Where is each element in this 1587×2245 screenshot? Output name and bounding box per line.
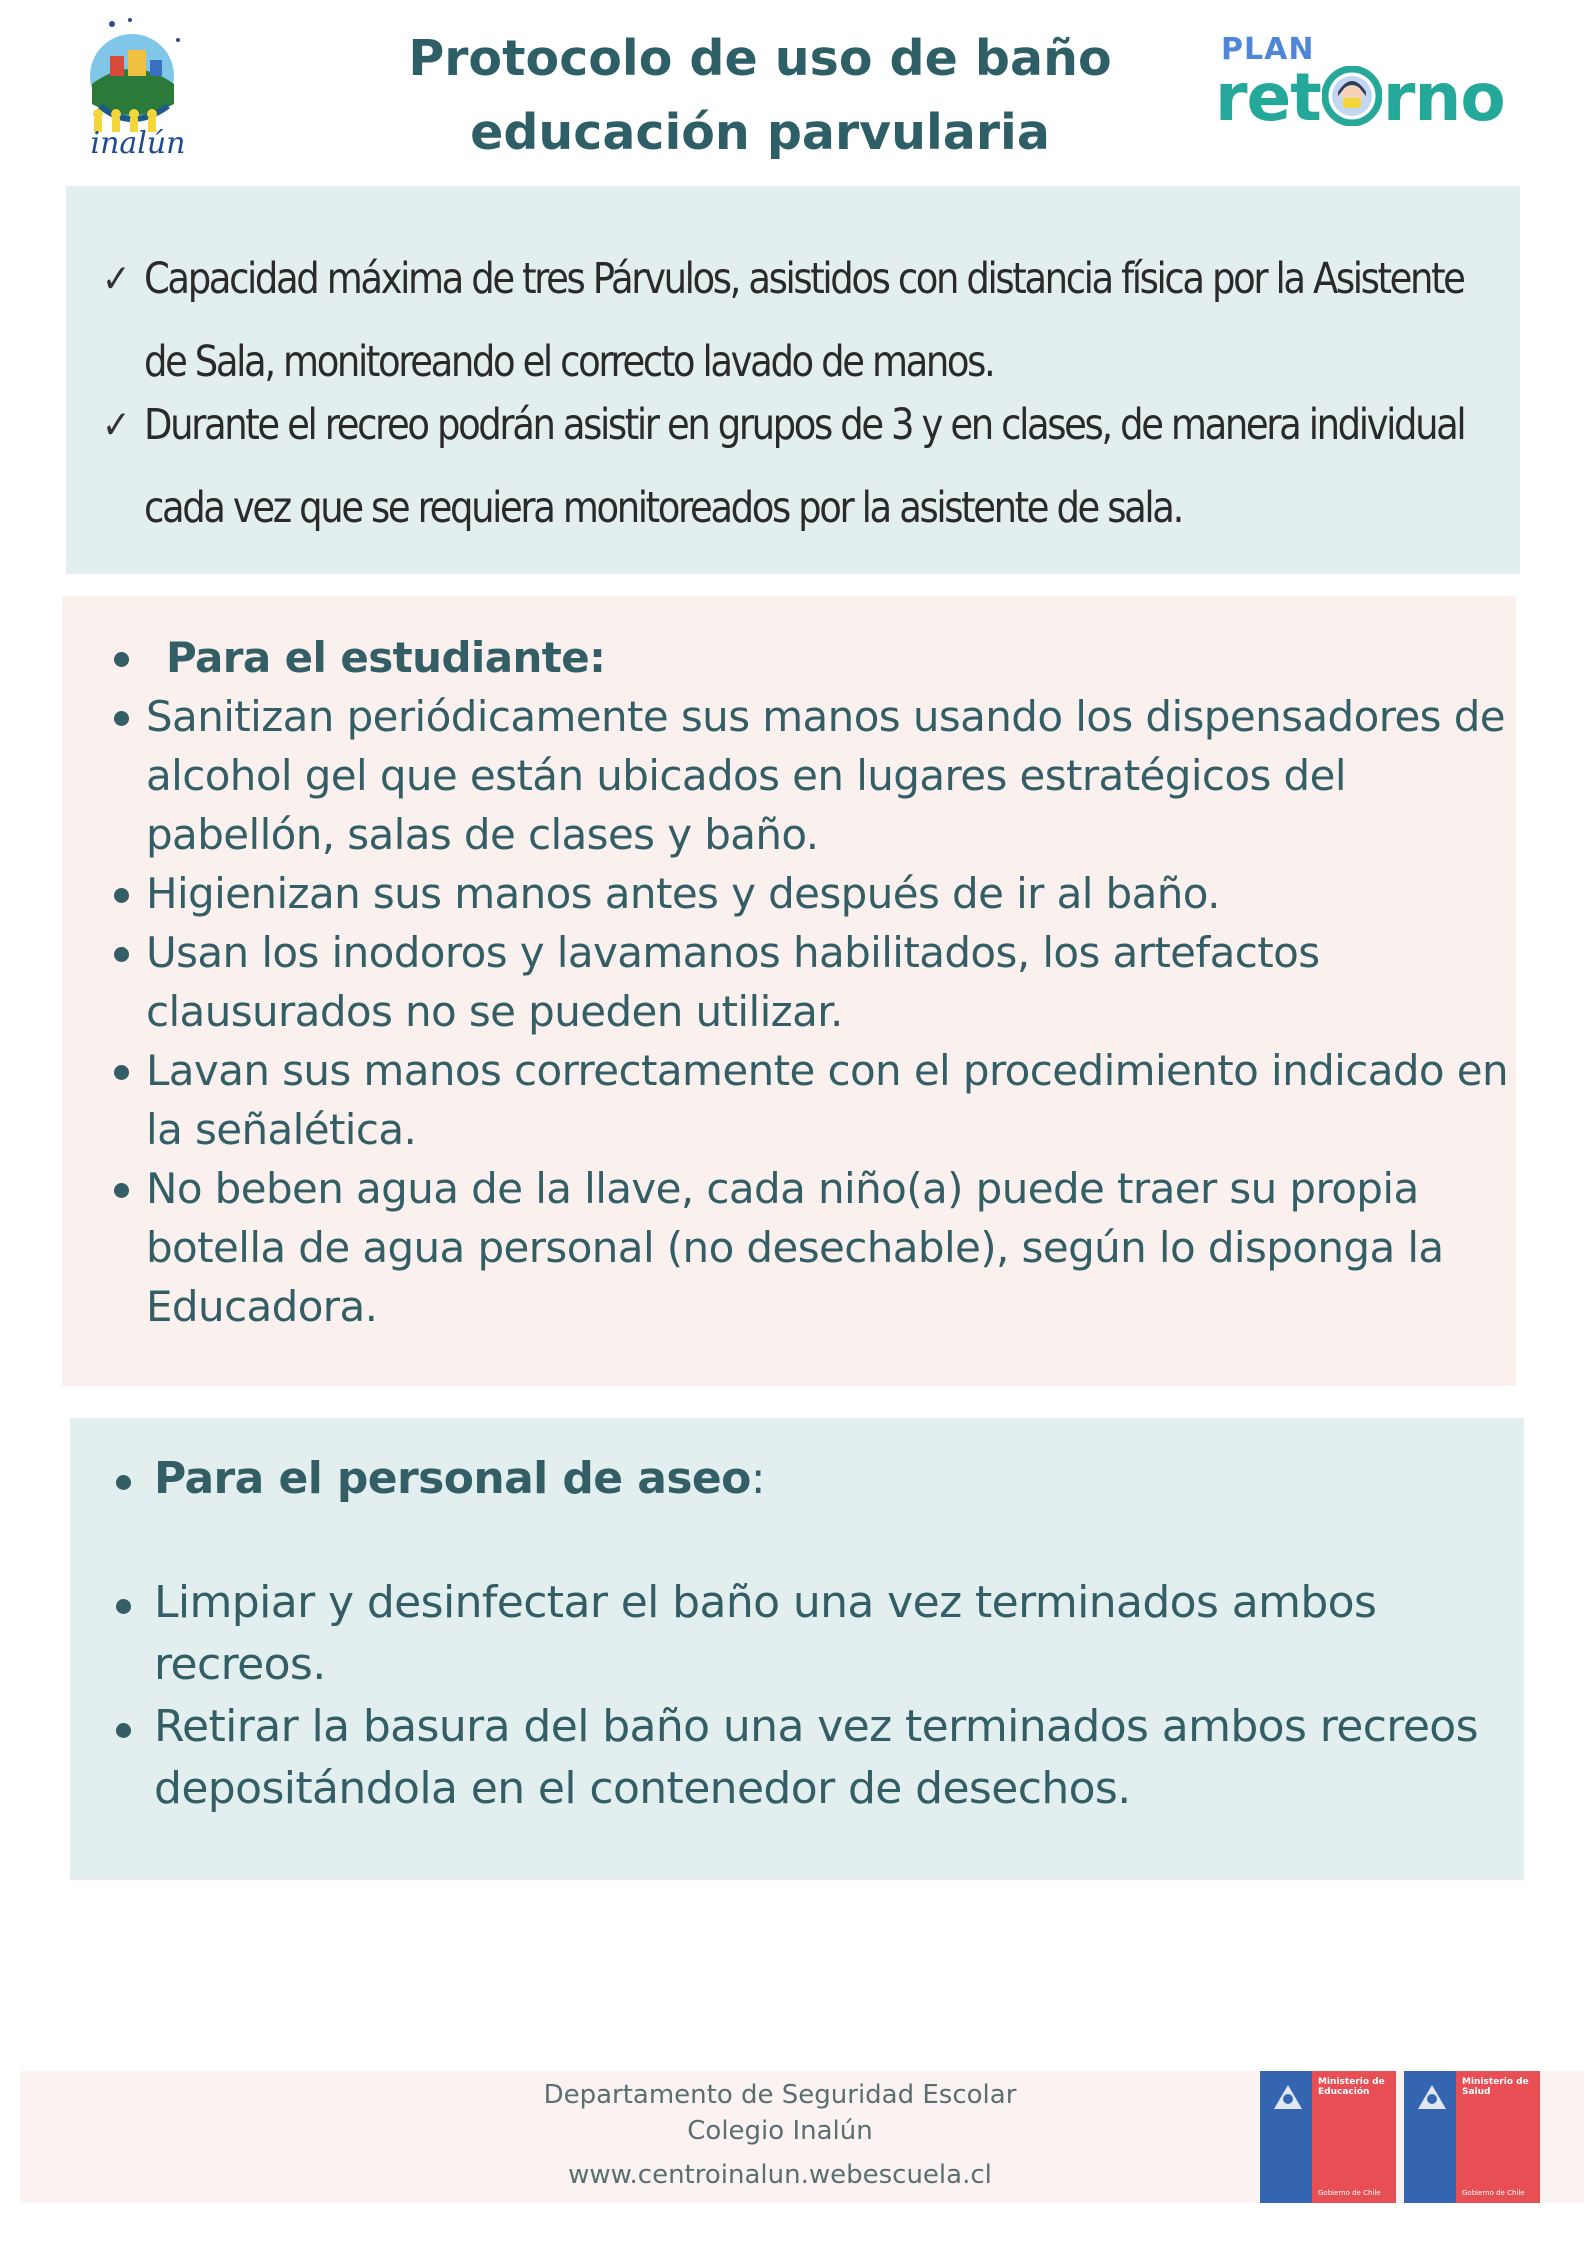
cleaning-rules-list [70, 1448, 1524, 1820]
list-item [62, 923, 1516, 1041]
list-item [62, 1159, 1516, 1336]
list-item-text: Sanitizan periódicamente sus manos usando los dispensadores de alcohol gel que están ubicados en lugares estratégicos del pabellón, salas de clases y baño. [146, 692, 1506, 859]
bullet-icon [116, 1599, 131, 1614]
list-item [70, 1696, 1524, 1820]
list-item [70, 1572, 1524, 1696]
check-icon: ✓ [102, 402, 129, 449]
capacity-rule-text: Capacidad máxima de tres Párvulos, asistidos con distancia física por la Asistente de Sala, monitoreando el correcto lavado de manos. [144, 254, 1464, 387]
chile-crest-icon [1268, 2079, 1308, 2115]
school-logo [70, 14, 200, 162]
bullet-icon [114, 652, 129, 667]
title-line-1: Protocolo de uso de baño [408, 30, 1112, 87]
capacity-rule-item [102, 238, 1492, 404]
list-item-text: Higienizan sus manos antes y después de ir al baño. [146, 869, 1220, 918]
list-item-text: Usan los inodoros y lavamanos habilitados, los artefactos clausurados no se pueden utilizar. [146, 928, 1320, 1036]
footer [20, 2071, 1584, 2203]
page-title [330, 22, 1190, 170]
retorno-post: rno [1382, 59, 1505, 136]
ministry-health-logo [1404, 2071, 1540, 2203]
capacity-rules-box [66, 186, 1520, 574]
list-item-text: No beben agua de la llave, cada niño(a) puede traer su propia botella de agua personal (no desechable), según lo disponga la Educadora. [146, 1164, 1444, 1331]
school-logo-text: inalún [90, 126, 186, 161]
bullet-icon [114, 888, 129, 903]
footer-school: Colegio Inalún [687, 2116, 873, 2146]
plan-retorno-logo [1215, 28, 1535, 138]
recess-rule-text: Durante el recreo podrán asistir en grupos de 3 y en clases, de manera individual cada vez que se requiera monitoreados por la asistente de sala. [144, 400, 1465, 533]
footer-website[interactable]: www.centroinalun.webescuela.cl [568, 2160, 992, 2190]
list-item [62, 864, 1516, 923]
spacer [70, 1510, 1524, 1572]
ministry-gov: Gobierno de Chile [1318, 2189, 1381, 2197]
title-line-2: educación parvularia [470, 104, 1050, 161]
cleaning-heading-colon: : [750, 1453, 766, 1504]
retorno-wordmark [1215, 59, 1505, 136]
retorno-plan-label: PLAN [1221, 32, 1315, 67]
cleaning-heading-text: Para el personal de aseo [154, 1453, 751, 1504]
check-icon: ✓ [102, 256, 129, 303]
bullet-icon [116, 1475, 131, 1490]
footer-department: Departamento de Seguridad Escolar [543, 2080, 1017, 2110]
list-item [62, 1041, 1516, 1159]
bullet-icon [114, 947, 129, 962]
list-item-text: Lavan sus manos correctamente con el procedimiento indicado en la señalética. [146, 1046, 1509, 1154]
bullet-icon [114, 1065, 129, 1080]
ministry-name: Ministerio de Salud [1462, 2077, 1529, 2097]
bullet-icon [114, 1183, 129, 1198]
bullet-icon [114, 711, 129, 726]
cleaning-heading [70, 1448, 1524, 1510]
cleaning-staff-box [70, 1418, 1524, 1880]
bullet-icon [116, 1723, 131, 1738]
masked-face-icon [1322, 66, 1382, 126]
list-item-text: Limpiar y desinfectar el baño una vez terminados ambos recreos. [154, 1577, 1377, 1690]
student-rules-list [62, 628, 1516, 1336]
student-rules-box [62, 596, 1516, 1386]
ministry-name: Ministerio de Educación [1318, 2077, 1385, 2097]
list-item-text: Retirar la basura del baño una vez terminados ambos recreos depositándola en el contenedor de desechos. [154, 1701, 1478, 1814]
ministry-education-logo [1260, 2071, 1396, 2203]
student-heading [62, 628, 1516, 687]
student-heading-text: Para el estudiante: [166, 633, 606, 682]
recess-rule-item [102, 384, 1492, 550]
chile-crest-icon [1412, 2079, 1452, 2115]
ministry-gov: Gobierno de Chile [1462, 2189, 1525, 2197]
list-item [62, 687, 1516, 864]
footer-text [420, 2071, 1140, 2193]
retorno-pre: ret [1215, 59, 1321, 136]
